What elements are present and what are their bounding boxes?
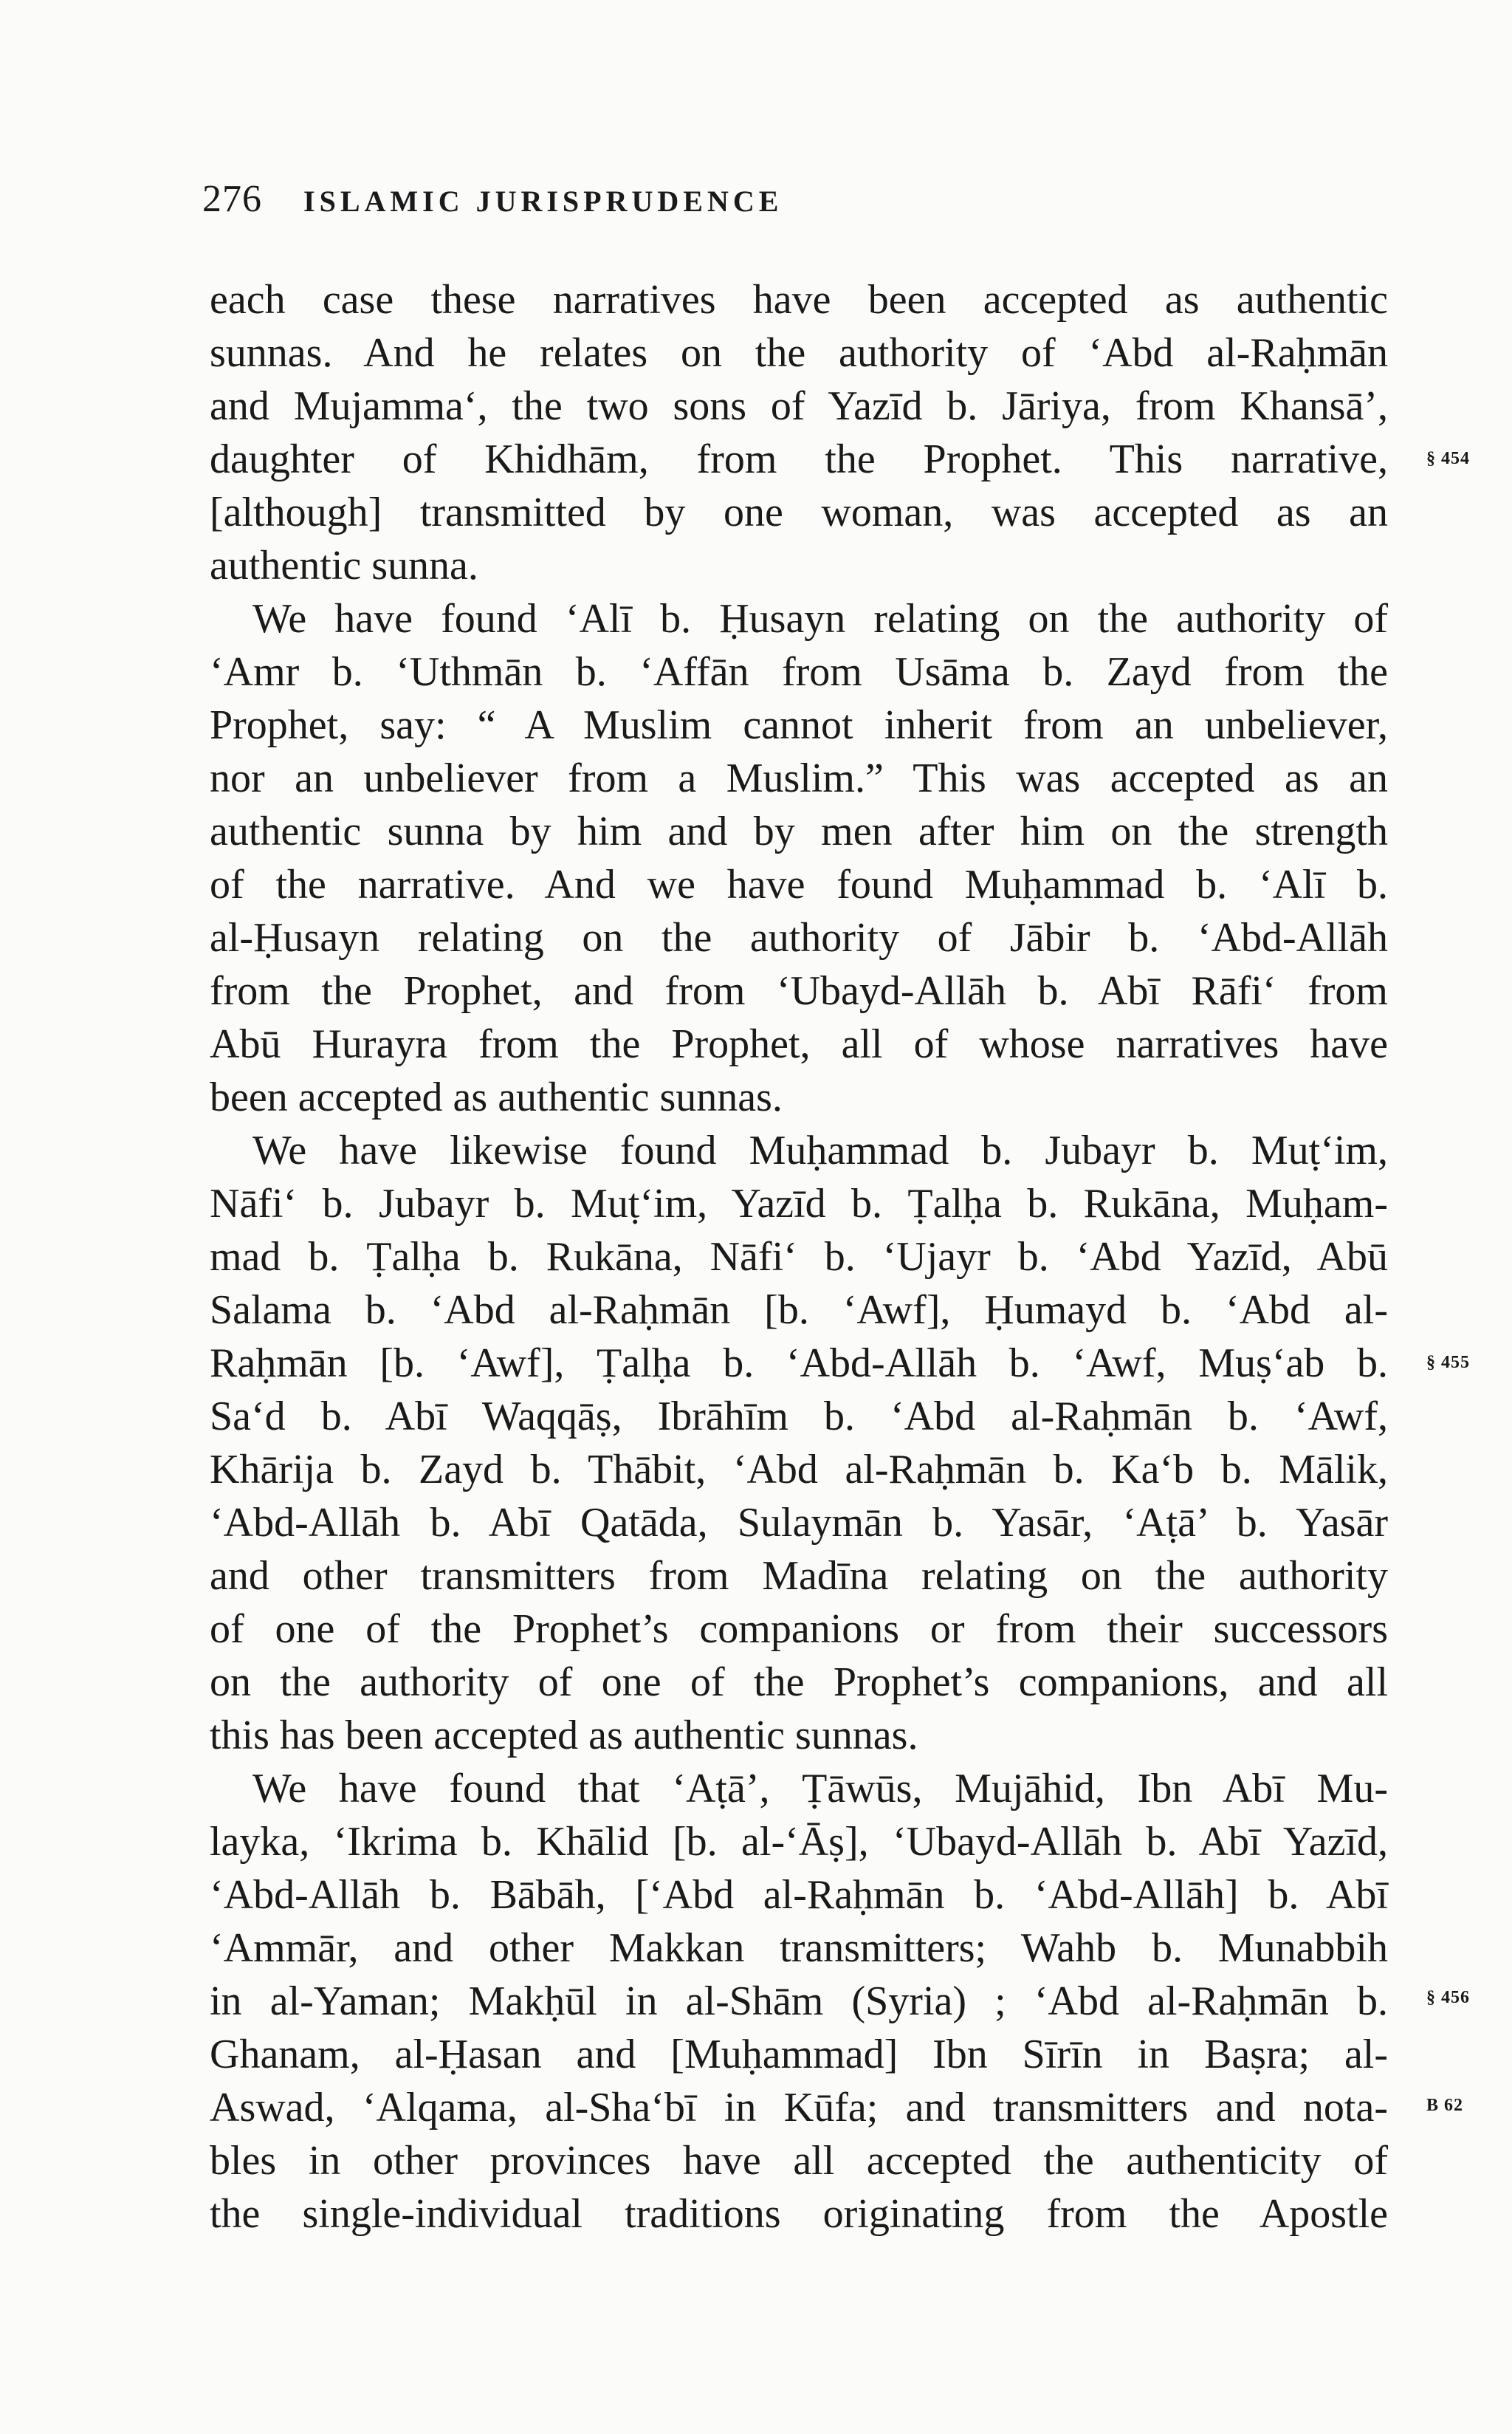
text-line: mad b. Ṭalḥa b. Rukāna, Nāfi‘ b. ‘Ujayr b. ‘Abd Yazīd, Abū [210,1234,1388,1280]
text-line: nor an unbeliever from a Muslim.” This was accepted as an [210,755,1388,801]
text-line: daughter of Khidhām, from the Prophet. This narrative, [210,436,1388,482]
page-number: 276 [202,178,262,220]
text-line: and Mujamma‘, the two sons of Yazīd b. Jāriya, from Khansā’, [210,383,1388,429]
text-line: Aswad, ‘Alqama, al-Sha‘bī in Kūfa; and transmitters and nota- [210,2085,1388,2130]
text-line: ‘Amr b. ‘Uthmān b. ‘Affān from Usāma b. Zayd from the [210,649,1388,695]
margin-note-book-page: B 62 [1426,2096,1464,2115]
text-line: Ghanam, al-Ḥasan and [Muḥammad] Ibn Sīrīn in Baṣra; al- [210,2032,1388,2077]
text-line: Raḥmān [b. ‘Awf], Ṭalḥa b. ‘Abd-Allāh b. ‘Awf, Muṣ‘ab b. [210,1340,1388,1386]
text-line: layka, ‘Ikrima b. Khālid [b. al-‘Āṣ], ‘Ubayd-Allāh b. Abī Yazīd, [210,1819,1388,1865]
margin-note-paragraph: § 454 [1426,449,1470,468]
margin-note-paragraph: § 456 [1426,1988,1470,2007]
text-line: this has been accepted as authentic sunnas. [210,1713,918,1758]
text-line: Sa‘d b. Abī Waqqāṣ, Ibrāhīm b. ‘Abd al-Raḥmān b. ‘Awf, [210,1393,1388,1439]
text-line: Abū Hurayra from the Prophet, all of whose narratives have [210,1021,1388,1067]
margin-note-paragraph: § 455 [1426,1353,1470,1372]
text-line: from the Prophet, and from ‘Ubayd-Allāh b. Abī Rāfi‘ from [210,968,1388,1014]
text-line: Salama b. ‘Abd al-Raḥmān [b. ‘Awf], Ḥumayd b. ‘Abd al- [210,1287,1388,1333]
text-line: We have found ‘Alī b. Ḥusayn relating on the authority of [252,596,1388,642]
text-line: authentic sunna. [210,543,478,589]
body-text [210,273,1388,2241]
text-line: bles in other provinces have all accepted the authenticity of [210,2138,1388,2184]
running-head: ISLAMIC JURISPRUDENCE [303,185,783,218]
text-line: ‘Abd-Allāh b. Bābāh, [‘Abd al-Raḥmān b. ‘Abd-Allāh] b. Abī [210,1872,1388,1918]
text-line: been accepted as authentic sunnas. [210,1074,783,1120]
text-line: in al-Yaman; Makḥūl in al-Shām (Syria) ; ‘Abd al-Raḥmān b. [210,1978,1388,2024]
text-line: ‘Ammār, and other Makkan transmitters; Wahb b. Munabbih [210,1925,1388,1971]
text-line: Nāfi‘ b. Jubayr b. Muṭ‘im, Yazīd b. Ṭalḥa b. Rukāna, Muḥam- [210,1181,1388,1227]
text-line: Khārija b. Zayd b. Thābit, ‘Abd al-Raḥmān b. Ka‘b b. Mālik, [210,1447,1388,1492]
text-line: [although] transmitted by one woman, was accepted as an [210,490,1388,535]
text-line: of the narrative. And we have found Muḥammad b. ‘Alī b. [210,862,1388,908]
text-line: of one of the Prophet’s companions or from their successors [210,1606,1388,1652]
text-line: and other transmitters from Madīna relating on the authority [210,1553,1388,1599]
text-line: each case these narratives have been accepted as authentic [210,277,1388,323]
text-line: Prophet, say: “ A Muslim cannot inherit from an unbeliever, [210,702,1388,748]
text-line: al-Ḥusayn relating on the authority of Jābir b. ‘Abd-Allāh [210,915,1388,961]
text-line: sunnas. And he relates on the authority of ‘Abd al-Raḥmān [210,330,1388,376]
text-line: We have likewise found Muḥammad b. Jubayr b. Muṭ‘im, [252,1128,1388,1173]
text-line: authentic sunna by him and by men after him on the strength [210,809,1388,854]
text-line: the single-individual traditions originating from the Apostle [210,2191,1388,2237]
text-line: We have found that ‘Aṭā’, Ṭāwūs, Mujāhid, Ibn Abī Mu- [252,1766,1388,1811]
text-line: ‘Abd-Allāh b. Abī Qatāda, Sulaymān b. Yasār, ‘Aṭā’ b. Yasār [210,1500,1388,1546]
text-line: on the authority of one of the Prophet’s companions, and all [210,1659,1388,1705]
page-header [202,177,783,229]
